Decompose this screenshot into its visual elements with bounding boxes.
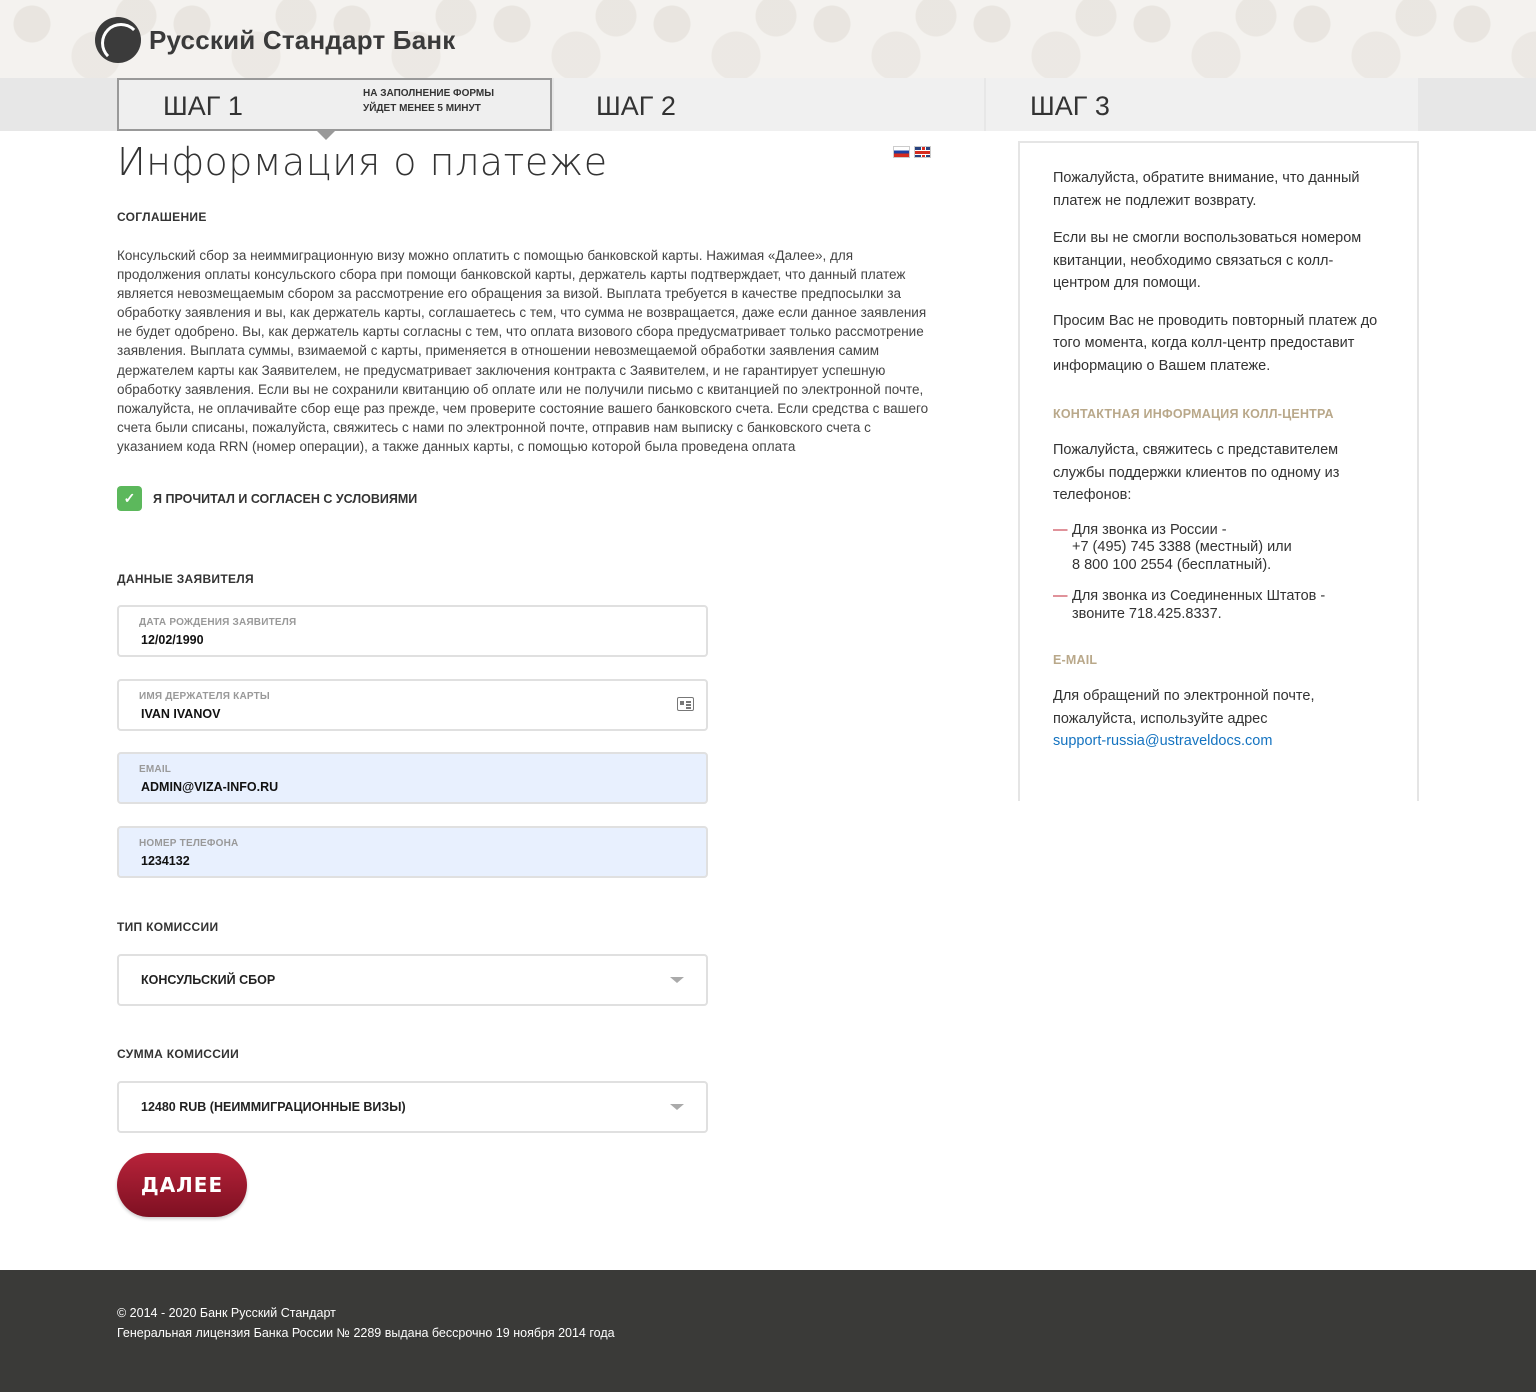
fee-sum-select[interactable] xyxy=(117,1081,708,1133)
dob-label: ДАТА РОЖДЕНИЯ ЗАЯВИТЕЛЯ xyxy=(139,617,297,628)
payment-form xyxy=(117,140,937,1197)
phone-label: НОМЕР ТЕЛЕФОНА xyxy=(139,838,239,849)
support-email-link[interactable]: support-russia@ustraveldocs.com xyxy=(1053,733,1273,749)
fee-sum-heading: СУММА КОМИССИИ xyxy=(117,1047,240,1061)
step-2 xyxy=(554,78,984,131)
info-sidebar xyxy=(1018,141,1419,801)
language-switcher xyxy=(893,146,931,158)
agree-checkbox-row[interactable] xyxy=(117,486,417,511)
step-3 xyxy=(986,78,1418,131)
email-label: EMAIL xyxy=(139,764,172,775)
repeat-payment-notice: Просим Вас не проводить повторный платеж до того момента, когда колл-центр предоставит информацию о Вашем платеже. xyxy=(1053,312,1378,374)
step-active-arrow-icon xyxy=(316,130,336,140)
email-heading: E-MAIL xyxy=(1053,653,1098,667)
contact-heading: КОНТАКТНАЯ ИНФОРМАЦИЯ КОЛЛ-ЦЕНТРА xyxy=(1053,407,1334,421)
russia-line2: +7 (495) 745 3388 (местный) или xyxy=(1072,539,1292,555)
chevron-down-icon[interactable] xyxy=(670,977,684,983)
contact-card-icon[interactable] xyxy=(677,697,694,711)
usa-line1: — Для звонка из Соединенных Штатов - xyxy=(1072,588,1326,604)
english-flag-icon[interactable] xyxy=(914,146,931,158)
phone-field[interactable] xyxy=(117,826,708,878)
russia-line3: 8 800 100 2554 (бесплатный). xyxy=(1072,556,1272,573)
dob-field[interactable] xyxy=(117,605,708,657)
step-1-note-line2: УЙДЕТ МЕНЕЕ 5 МИНУТ xyxy=(363,103,481,114)
lion-logo-icon xyxy=(95,17,141,63)
russia-line1: — Для звонка из России - xyxy=(1072,521,1227,538)
email-text-label: Для обращений по электронной почте, пожалуйста, используйте адрес xyxy=(1053,688,1315,727)
cardholder-name-field[interactable] xyxy=(117,679,708,731)
agree-label[interactable]: Я ПРОЧИТАЛ И СОГЛАСЕН С УСЛОВИЯМИ xyxy=(153,491,418,506)
email-text xyxy=(1053,685,1383,753)
contact-text: Пожалуйста, свяжитесь с представителем службы поддержки клиентов по одному из телефонов: xyxy=(1053,442,1340,503)
logo-text: Русский Стандарт Банк xyxy=(149,24,456,55)
step-3-label: ШАГ 3 xyxy=(1030,91,1110,121)
fee-sum-value[interactable]: 12480 RUB (НЕИММИГРАЦИОННЫЕ ВИЗЫ) xyxy=(141,1100,406,1114)
site-header xyxy=(0,0,1536,78)
steps-bar xyxy=(0,78,1536,131)
copyright: © 2014 - 2020 Банк Русский Стандарт xyxy=(117,1306,336,1320)
fee-type-heading: ТИП КОМИССИИ xyxy=(117,920,219,934)
phone-list xyxy=(1053,522,1383,624)
list-item xyxy=(1053,588,1383,623)
fee-type-select[interactable] xyxy=(117,954,708,1006)
agreement-text: Консульский сбор за неиммиграционную визу можно оплатить с помощью банковской карты. Нажимая «Далее», для продолжения оплаты консульского сбора при помощи банковской карты, держатель карты подтверждает, что данный платеж является невозмещаемым сбором за рассмотрение его обращения за визой. Выплата требуется в качестве предпосылки за обработку заявления и вы, как держатель карты, соглашаетесь с тем, что сумма не возвращается, даже если данное заявления не будет одобрено. Вы, как держатель карты согласны с тем, что оплата визового сбора предусматривает только рассмотрение заявления. Выплата суммы, взимаемой с карты, применяется в отношении невозмещаемой обработки заявления самим держателем карты как Заявителем, не предусматривает заключения контракта с Заявителем, и не гарантирует успешную обработку заявления. Если вы не сохранили квитанцию об оплате или не получили письмо с квитанцией по электронной почте, пожалуйста, не оплачивайте сбор еще раз прежде, чем проверите состояние вашего банковского счета. Если средства с вашего счета были списаны, пожалуйста, свяжитесь с нами по электронной почте, отправив нам выписку с банковского счета с указанием кода RRN (номер операции), а также данных карты, с помощью которой была проведена оплата xyxy=(117,248,929,454)
email-value[interactable]: ADMIN@VIZA-INFO.RU xyxy=(141,780,279,794)
cardholder-label: ИМЯ ДЕРЖАТЕЛЯ КАРТЫ xyxy=(139,691,270,702)
next-button[interactable]: ДАЛЕЕ xyxy=(117,1153,247,1217)
russian-flag-icon[interactable] xyxy=(893,146,910,158)
list-item xyxy=(1053,522,1383,575)
step-1-note xyxy=(363,86,494,116)
step-1-note-line1: НА ЗАПОЛНЕНИЕ ФОРМЫ xyxy=(363,88,495,99)
applicant-heading: ДАННЫЕ ЗАЯВИТЕЛЯ xyxy=(117,572,254,586)
step-1-label: ШАГ 1 xyxy=(163,91,243,121)
step-1 xyxy=(117,78,552,131)
usa-line2: звоните 718.425.8337. xyxy=(1072,605,1222,622)
email-field[interactable] xyxy=(117,752,708,804)
phone-value[interactable]: 1234132 xyxy=(141,854,190,868)
page-title: Информация о платеже xyxy=(117,140,608,184)
license-text: Генеральная лицензия Банка России № 2289 выдана бессрочно 19 ноября 2014 года xyxy=(117,1325,615,1340)
receipt-notice: Если вы не смогли воспользоваться номером квитанции, необходимо связаться с колл-центром для помощи. xyxy=(1053,230,1362,291)
bank-logo[interactable] xyxy=(95,17,455,63)
site-footer xyxy=(0,1270,1536,1392)
dob-value[interactable]: 12/02/1990 xyxy=(141,633,204,647)
agree-checkbox[interactable]: ✓ xyxy=(117,486,142,511)
step-2-label: ШАГ 2 xyxy=(596,91,676,121)
cardholder-value[interactable]: IVAN IVANOV xyxy=(141,707,221,721)
agreement-heading: СОГЛАШЕНИЕ xyxy=(117,210,207,224)
chevron-down-icon[interactable] xyxy=(670,1104,684,1110)
refund-notice: Пожалуйста, обратите внимание, что данный платеж не подлежит возврату. xyxy=(1053,170,1360,209)
fee-type-value[interactable]: КОНСУЛЬСКИЙ СБОР xyxy=(141,973,276,987)
